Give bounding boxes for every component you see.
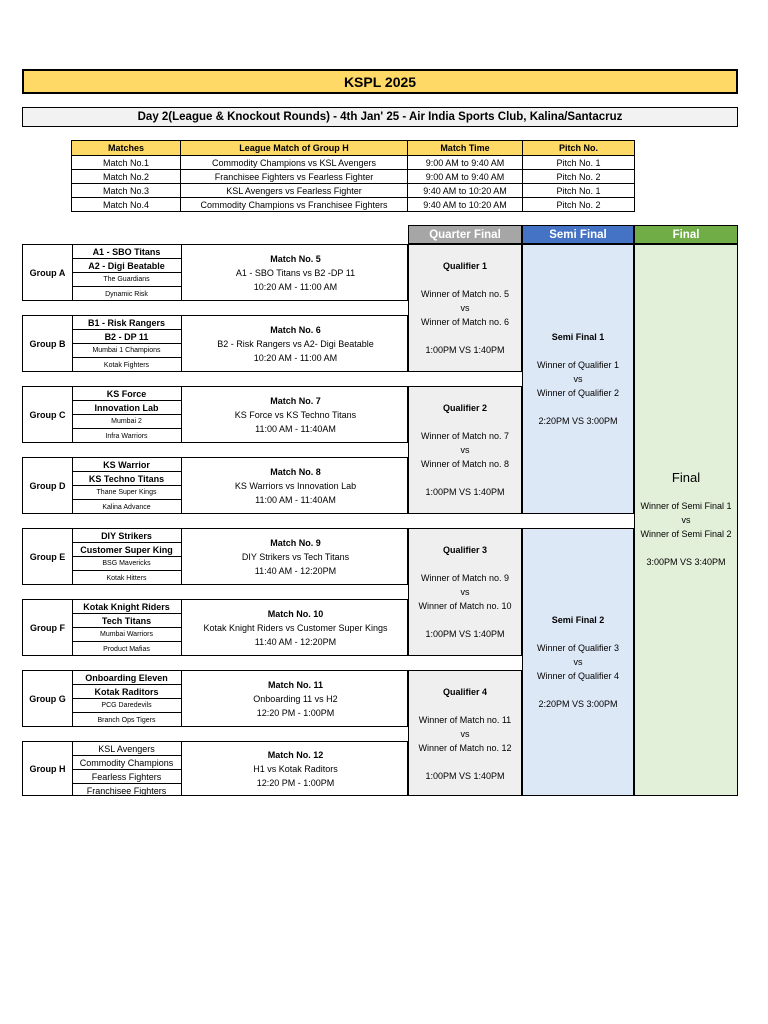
team-name: B1 - Risk Rangers — [72, 316, 181, 330]
match-time: 11:40 AM - 12:20PM — [254, 636, 337, 647]
table-cell: Match No.4 — [72, 198, 181, 212]
qualifier-team-1: Winner of Match no. 9 — [420, 573, 510, 583]
qualifier-team-2: Winner of Match no. 8 — [420, 459, 510, 469]
team-list — [72, 529, 181, 584]
team-name: DIY Strikers — [72, 529, 181, 543]
semi-time: 2:20PM VS 3:00PM — [538, 699, 618, 709]
table-cell: Commodity Champions vs Franchisee Fighters — [181, 198, 408, 212]
match-fixture: H1 vs Kotak Raditors — [253, 763, 338, 774]
group-name: Group E — [23, 529, 73, 584]
group-block-b — [22, 315, 408, 372]
semi-final-2-card — [522, 528, 634, 796]
match-fixture: B2 - Risk Rangers vs A2- Digi Beatable — [217, 338, 374, 349]
team-name: KS Force — [72, 387, 181, 401]
group-name: Group F — [23, 600, 73, 655]
event-subtitle: Day 2(League & Knockout Rounds) - 4th Jan' 25 - Air India Sports Club, Kalina/Santacruz — [22, 107, 738, 127]
team-name: Mumbai Warriors — [72, 628, 181, 642]
match-title: Match No. 12 — [267, 749, 324, 760]
team-name: A2 - Digi Beatable — [72, 259, 181, 273]
match-card — [181, 458, 409, 513]
team-name: Onboarding Eleven — [72, 671, 181, 685]
match-time: 11:00 AM - 11:40AM — [255, 494, 336, 505]
group-block-g — [22, 670, 408, 727]
team-name: Kalina Advance — [102, 503, 151, 511]
team-name: A1 - SBO Titans — [72, 245, 181, 259]
team-name: KS Techno Titans — [72, 472, 181, 486]
team-list — [72, 387, 181, 442]
match-title: Match No. 5 — [270, 253, 321, 264]
group-block-d — [22, 457, 408, 514]
team-name: The Guardians — [72, 273, 181, 287]
group-name: Group H — [23, 742, 73, 795]
match-time: 11:00 AM - 11:40AM — [255, 423, 336, 434]
semi-final-header: Semi Final — [522, 225, 634, 244]
qualifier-time: 1:00PM VS 1:40PM — [425, 487, 505, 497]
page-title: KSPL 2025 — [22, 69, 738, 94]
qualifier-3-card — [408, 528, 522, 656]
group-name: Group D — [23, 458, 73, 513]
vs-label: vs — [573, 657, 583, 667]
match-fixture: KS Force vs KS Techno Titans — [234, 409, 357, 420]
team-name: Kotak Raditors — [72, 685, 181, 699]
column-header: League Match of Group H — [181, 141, 408, 156]
table-row — [72, 156, 635, 170]
team-name: Product Mafias — [103, 645, 150, 653]
qualifier-time: 1:00PM VS 1:40PM — [425, 345, 505, 355]
table-cell: Pitch No. 1 — [523, 184, 635, 198]
match-time: 12:20 PM - 1:00PM — [256, 777, 335, 788]
column-header: Match Time — [408, 141, 523, 156]
qualifier-title: Qualifier 4 — [442, 687, 487, 697]
qualifier-team-1: Winner of Match no. 11 — [418, 715, 512, 725]
team-list — [72, 742, 181, 795]
match-time: 10:20 AM - 11:00 AM — [253, 352, 338, 363]
final-title: Final — [671, 470, 701, 485]
qualifier-title: Qualifier 1 — [442, 261, 487, 271]
team-name: Branch Ops Tigers — [97, 716, 156, 724]
match-card — [181, 671, 409, 726]
match-title: Match No. 10 — [267, 608, 324, 619]
final-header: Final — [634, 225, 738, 244]
qualifier-time: 1:00PM VS 1:40PM — [425, 771, 505, 781]
table-cell: Commodity Champions vs KSL Avengers — [181, 156, 408, 170]
final-team-2: Winner of Semi Final 2 — [640, 529, 732, 539]
match-title: Match No. 7 — [270, 395, 321, 406]
qualifier-team-2: Winner of Match no. 10 — [418, 601, 512, 611]
qualifier-2-card — [408, 386, 522, 514]
qualifier-1-card — [408, 244, 522, 372]
match-card — [181, 600, 409, 655]
table-cell: 9:00 AM to 9:40 AM — [408, 170, 523, 184]
match-title: Match No. 6 — [270, 324, 321, 335]
qualifier-4-card — [408, 670, 522, 796]
team-name: Franchisee Fighters — [86, 786, 167, 796]
table-cell: 9:40 AM to 10:20 AM — [408, 184, 523, 198]
vs-label: vs — [460, 729, 470, 739]
qualifier-team-1: Winner of Match no. 5 — [420, 289, 510, 299]
match-card — [181, 387, 409, 442]
group-block-e — [22, 528, 408, 585]
match-fixture: Kotak Knight Riders vs Customer Super Kings — [203, 622, 388, 633]
vs-label: vs — [460, 445, 470, 455]
team-name: Kotak Knight Riders — [72, 600, 181, 614]
table-cell: Match No.2 — [72, 170, 181, 184]
qualifier-title: Qualifier 3 — [442, 545, 487, 555]
final-team-1: Winner of Semi Final 1 — [640, 501, 732, 511]
group-name: Group C — [23, 387, 73, 442]
team-name: KS Warrior — [72, 458, 181, 472]
team-name: Thane Super Kings — [72, 486, 181, 500]
league-schedule-table — [71, 140, 635, 212]
group-block-f — [22, 599, 408, 656]
group-name: Group B — [23, 316, 73, 371]
team-name: Commodity Champions — [72, 756, 181, 770]
match-time: 11:40 AM - 12:20PM — [254, 565, 337, 576]
group-block-h — [22, 741, 408, 796]
vs-label: vs — [681, 515, 691, 525]
team-list — [72, 316, 181, 371]
team-name: Mumbai 2 — [72, 415, 181, 429]
team-name: Innovation Lab — [72, 401, 181, 415]
match-fixture: A1 - SBO Titans vs B2 -DP 11 — [235, 267, 356, 278]
table-cell: Match No.3 — [72, 184, 181, 198]
match-card — [181, 245, 409, 300]
match-fixture: KS Warriors vs Innovation Lab — [234, 480, 357, 491]
table-cell: Franchisee Fighters vs Fearless Fighter — [181, 170, 408, 184]
qualifier-team-2: Winner of Match no. 12 — [418, 743, 512, 753]
team-name: Fearless Fighters — [72, 770, 181, 784]
team-name: B2 - DP 11 — [72, 330, 181, 344]
match-title: Match No. 8 — [270, 466, 321, 477]
team-name: BSG Mavericks — [72, 557, 181, 571]
table-row — [72, 198, 635, 212]
quarter-final-header: Quarter Final — [408, 225, 522, 244]
match-time: 10:20 AM - 11:00 AM — [253, 281, 338, 292]
table-header-row — [72, 141, 635, 156]
team-name: Kotak Hitters — [106, 574, 147, 582]
qualifier-time: 1:00PM VS 1:40PM — [425, 629, 505, 639]
vs-label: vs — [460, 303, 470, 313]
semi-final-1-card — [522, 244, 634, 514]
team-name: PCG Daredevils — [72, 699, 181, 713]
semi-title: Semi Final 2 — [551, 615, 605, 625]
semi-time: 2:20PM VS 3:00PM — [538, 416, 618, 426]
table-cell: Pitch No. 2 — [523, 198, 635, 212]
match-fixture: Onboarding 11 vs H2 — [253, 693, 338, 704]
group-name: Group A — [23, 245, 73, 300]
match-time: 12:20 PM - 1:00PM — [256, 707, 335, 718]
group-block-c — [22, 386, 408, 443]
team-name: Kotak Fighters — [103, 361, 150, 369]
match-fixture: DIY Strikers vs Tech Titans — [241, 551, 350, 562]
team-list — [72, 458, 181, 513]
team-name: Infra Warriors — [105, 432, 148, 440]
team-name: Mumbai 1 Champions — [72, 344, 181, 358]
table-cell: Match No.1 — [72, 156, 181, 170]
match-card — [181, 529, 409, 584]
team-name: Customer Super King — [72, 543, 181, 557]
vs-label: vs — [573, 374, 583, 384]
final-time: 3:00PM VS 3:40PM — [646, 557, 726, 567]
match-card — [181, 316, 409, 371]
semi-team-2: Winner of Qualifier 4 — [536, 671, 620, 681]
group-block-a — [22, 244, 408, 301]
match-title: Match No. 11 — [267, 679, 323, 690]
group-name: Group G — [23, 671, 73, 726]
team-list — [72, 671, 181, 726]
team-name: Tech Titans — [72, 614, 181, 628]
table-row — [72, 184, 635, 198]
table-cell: KSL Avengers vs Fearless Fighter — [181, 184, 408, 198]
vs-label: vs — [460, 587, 470, 597]
team-name: KSL Avengers — [72, 742, 181, 756]
table-cell: 9:40 AM to 10:20 AM — [408, 198, 523, 212]
final-card — [634, 244, 738, 796]
table-cell: Pitch No. 2 — [523, 170, 635, 184]
column-header: Pitch No. — [523, 141, 635, 156]
table-cell: 9:00 AM to 9:40 AM — [408, 156, 523, 170]
qualifier-team-2: Winner of Match no. 6 — [420, 317, 510, 327]
team-list — [72, 245, 181, 300]
team-name: Dynamic Risk — [105, 290, 148, 298]
semi-title: Semi Final 1 — [551, 332, 605, 342]
semi-team-2: Winner of Qualifier 2 — [536, 388, 620, 398]
table-row — [72, 170, 635, 184]
qualifier-title: Qualifier 2 — [442, 403, 487, 413]
match-card — [181, 742, 409, 795]
table-cell: Pitch No. 1 — [523, 156, 635, 170]
match-title: Match No. 9 — [270, 537, 321, 548]
qualifier-team-1: Winner of Match no. 7 — [420, 431, 510, 441]
semi-team-1: Winner of Qualifier 1 — [536, 360, 620, 370]
column-header: Matches — [72, 141, 181, 156]
team-list — [72, 600, 181, 655]
semi-team-1: Winner of Qualifier 3 — [536, 643, 620, 653]
